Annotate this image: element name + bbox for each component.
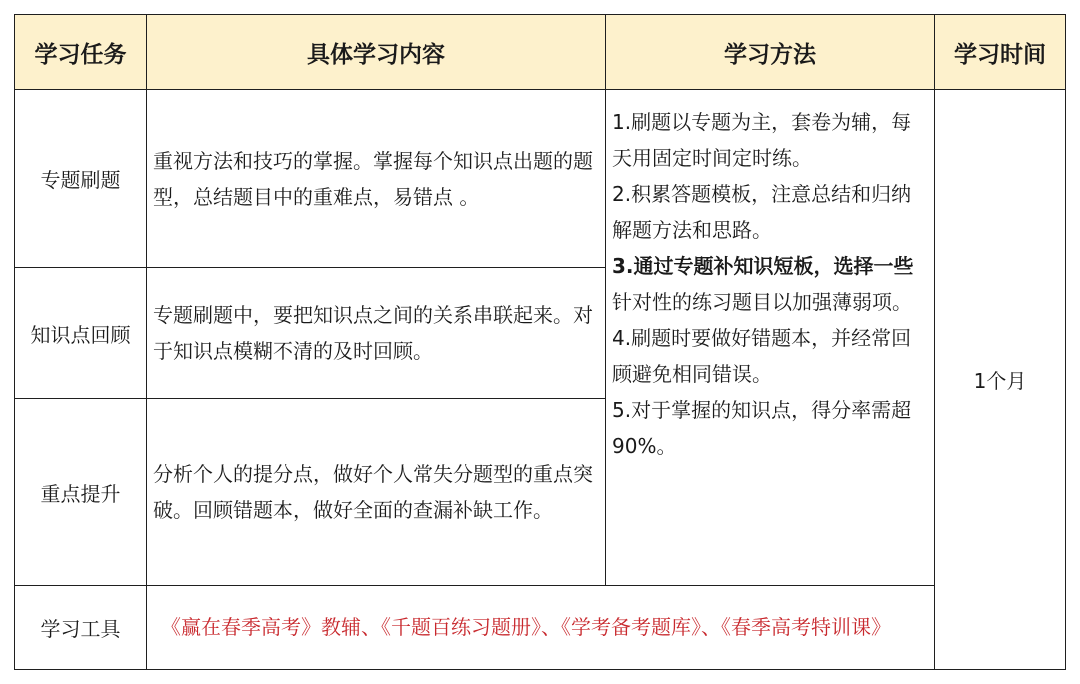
content-cell-3: 分析个人的提分点，做好个人常失分题型的重点突破。回顾错题本，做好全面的查漏补缺工作。 bbox=[146, 398, 606, 586]
method-item-3-rest: 针对性的练习题目以加强薄弱项。 bbox=[612, 290, 912, 314]
tools-content-cell: 《赢在春季高考》教辅、《千题百练习题册》、《学考备考题库》、《春季高考特训课》 bbox=[146, 585, 935, 670]
method-item-5: 5.对于掌握的知识点，得分率需超90%。 bbox=[612, 398, 912, 458]
header-method: 学习方法 bbox=[605, 14, 935, 90]
header-task: 学习任务 bbox=[14, 14, 147, 90]
task-cell-3: 重点提升 bbox=[14, 398, 147, 586]
method-item-3-bold: 3.通过专题补知识短板，选择一些 bbox=[612, 254, 914, 278]
method-item-4: 4.刷题时要做好错题本，并经常回顾避免相同错误。 bbox=[612, 326, 912, 386]
task-cell-2: 知识点回顾 bbox=[14, 267, 147, 399]
method-item-3 bbox=[612, 248, 924, 320]
method-cell bbox=[605, 89, 935, 586]
time-cell: 1个月 bbox=[934, 89, 1066, 670]
method-item-1: 1.刷题以专题为主，套卷为辅，每天用固定时间定时练。 bbox=[612, 110, 912, 170]
study-plan-table bbox=[14, 14, 1066, 670]
method-item-2-continued: 解题方法和思路。 bbox=[612, 218, 772, 242]
tools-label-cell: 学习工具 bbox=[14, 585, 147, 670]
content-cell-1: 重视方法和技巧的掌握。掌握每个知识点出题的题型，总结题目中的重难点，易错点 。 bbox=[146, 89, 606, 268]
task-cell-1: 专题刷题 bbox=[14, 89, 147, 268]
method-item-2: 2.积累答题模板，注意总结和归纳 bbox=[612, 182, 912, 206]
header-content: 具体学习内容 bbox=[146, 14, 606, 90]
header-time: 学习时间 bbox=[934, 14, 1066, 90]
content-cell-2: 专题刷题中，要把知识点之间的关系串联起来。对于知识点模糊不清的及时回顾。 bbox=[146, 267, 606, 399]
